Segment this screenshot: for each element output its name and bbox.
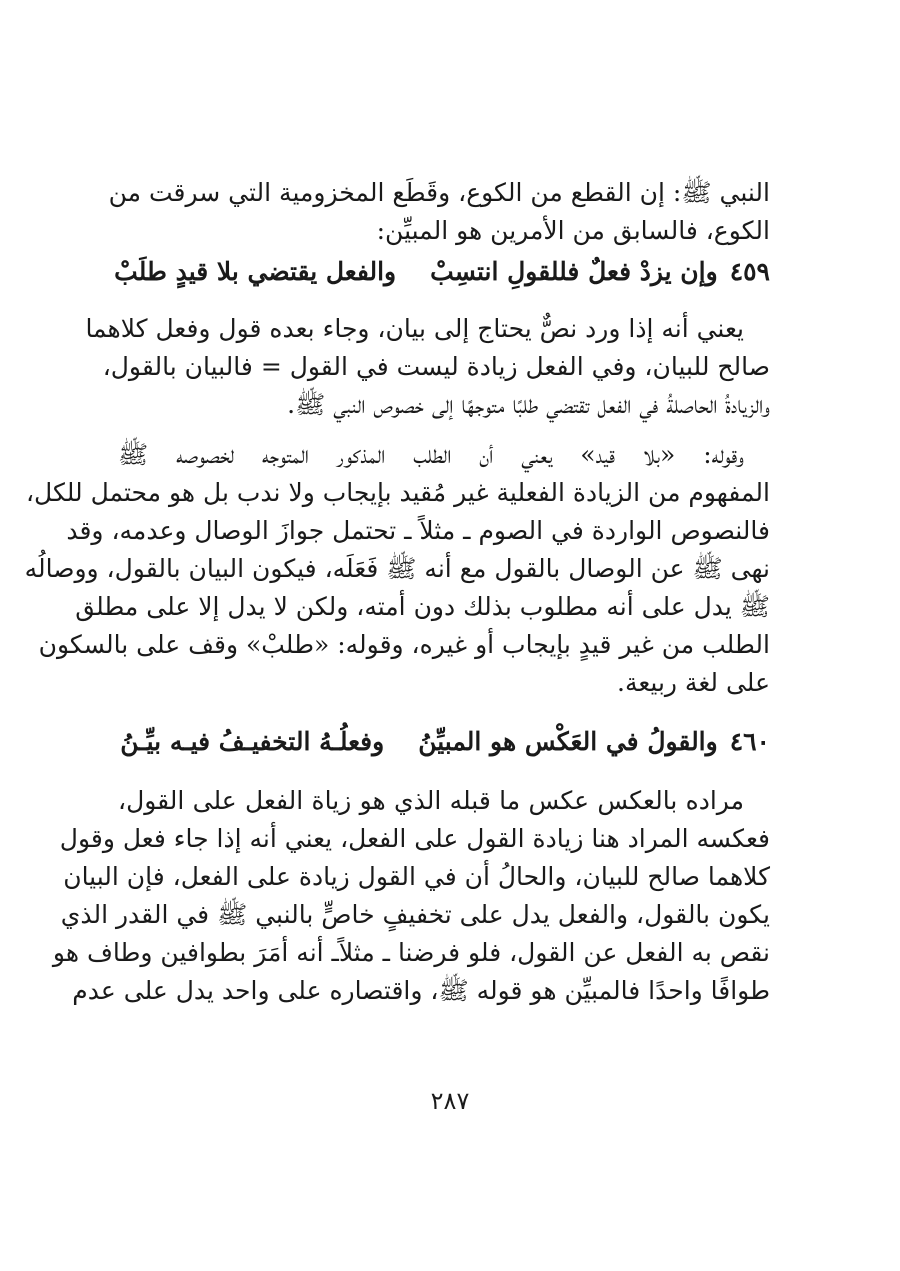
text-line: يعني أنه إذا ورد نصٌّ يحتاج إلى بيان، وجاء بعده قول وفعل كلاهما xyxy=(85,314,744,343)
commentary-paragraph-3 xyxy=(52,782,770,1010)
text-line: مراده بالعكس عكس ما قبله الذي هو زياة الفعل على القول، xyxy=(118,786,744,815)
text-line: يكون بالقول، والفعل يدل على تخفيفٍ خاصٍّ بالنبي ﷺ في القدر الذي xyxy=(60,900,770,929)
text-line: صالح للبيان، وفي الفعل زيادة ليست في القول = فالبيان بالقول، xyxy=(102,352,770,381)
paragraph-continuation xyxy=(108,174,770,250)
text-line: الطلب من غير قيدٍ بإيجاب أو غيره، وقوله: «طلبْ» وقف على بالسكون xyxy=(38,630,770,659)
verse-number: ٤٦٠ xyxy=(729,727,770,756)
verse-first-hemistich: وإن يزدْ فعلٌ فللقولِ انتسِبْ xyxy=(430,257,718,286)
verse-first-hemistich: والقولُ في العَكْس هو المبيِّنُ xyxy=(418,727,718,756)
text-line: نهى ﷺ عن الوصال بالقول مع أنه ﷺ فَعَلَه، فيكون البيان بالقول، ووصالُه xyxy=(24,554,770,583)
text-line: على لغة ربيعة. xyxy=(617,668,770,697)
text-line: فالنصوص الواردة في الصوم ـ مثلاً ـ تحتمل جوازَ الوصال وعدمه، وقد xyxy=(66,516,770,545)
verse-second-hemistich: وفعلُـهُ التخفيـفُ فيـه بيِّـنُ xyxy=(120,727,385,756)
text-line: نقص به الفعل عن القول، فلو فرضنا ـ مثلاًـ أنه أمَرَ بطوافين وطاف هو xyxy=(52,938,770,967)
text-line: طوافًا واحدًا فالمبيِّن هو قوله ﷺ، واقتصاره على واحد يدل على عدم xyxy=(72,976,770,1005)
verse-459 xyxy=(114,252,770,292)
verse-second-hemistich: والفعل يقتضي بلا قيدٍ طلَبْ xyxy=(114,257,397,286)
text-line: وقوله: «بلا قيد» يعني أن الطلب المذكور المتوجه لخصوصه ﷺ xyxy=(118,440,744,469)
verse-line xyxy=(118,722,770,762)
commentary-paragraph-1 xyxy=(85,310,770,424)
page-number: ٢٨٧ xyxy=(430,1087,470,1115)
text-line: النبي ﷺ: إن القطع من الكوع، وقَطَع المخزومية التي سرقت من xyxy=(108,178,770,207)
verse-number: ٤٥٩ xyxy=(729,257,770,286)
text-line: كلاهما صالح للبيان، والحالُ أن في القول زيادة على الفعل، فإن البيان xyxy=(63,862,770,891)
text-line: فعكسه المراد هنا زيادة القول على الفعل، يعني أنه إذا جاء فعل وقول xyxy=(59,824,770,853)
text-line: الكوع، فالسابق من الأمرين هو المبيِّن: xyxy=(376,216,770,245)
text-line: المفهوم من الزيادة الفعلية غير مُقيد بإيجاب ولا ندب بل هو محتمل للكل، xyxy=(25,478,770,507)
text-line: ﷺ يدل على أنه مطلوب بذلك دون أمته، ولكن لا يدل إلا على مطلق xyxy=(75,592,770,621)
verse-line xyxy=(114,252,770,292)
commentary-paragraph-2 xyxy=(24,436,770,702)
text-line: والزيادةُ الحاصلةُ في الفعل تقتضي طلبًا متوجهًا إلى خصوص النبي ﷺ. xyxy=(287,390,770,419)
verse-460 xyxy=(118,722,770,762)
